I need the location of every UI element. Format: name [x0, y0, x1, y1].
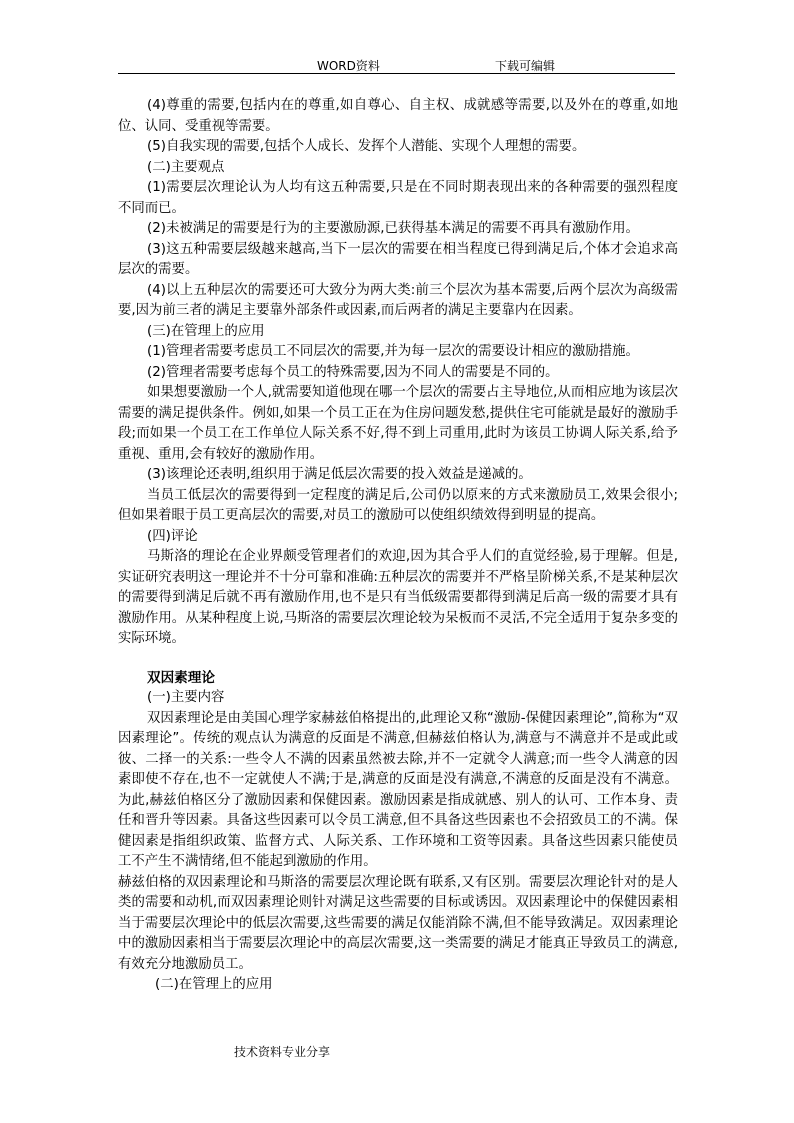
page-footer: 技术资料专业分享 — [234, 1045, 331, 1059]
document-body — [118, 96, 678, 996]
paragraph: (3)这五种需要层级越来越高,当下一层次的需要在相当程度已得到满足后,个体才会追求高层次的需要。 — [118, 241, 678, 277]
page-header — [118, 55, 675, 74]
paragraph: (4)以上五种层次的需要还可大致分为两大类:前三个层次为基本需要,后两个层次为高级需要,因为前三者的满足主要靠外部条件或因素,而后两者的满足主要靠内在因素。 — [118, 282, 678, 318]
subheading: (四)评论 — [147, 528, 198, 544]
subheading: (二)主要观点 — [147, 159, 225, 175]
paragraph: (1)需要层次理论认为人均有这五种需要,只是在不同时期表现出来的各种需要的强烈程度不同而已。 — [118, 180, 678, 216]
header-right-text: 下载可编辑 — [495, 59, 556, 73]
paragraph: 马斯洛的理论在企业界颇受管理者们的欢迎,因为其合乎人们的直觉经验,易于理解。但是,实证研究表明这一理论并不十分可靠和准确:五种层次的需要并不严格呈阶梯关系,不是某种层次的需要得到满足后就不再有激励作用,也不是只有当低级需要都得到满足后高一级的需要才具有激励作用。从某种程度上说,马斯洛的需要层次理论较为呆板而不灵活,不完全适用于复杂多变的实际环境。 — [118, 549, 678, 646]
paragraph: 赫兹伯格的双因素理论和马斯洛的需要层次理论既有联系,又有区别。需要层次理论针对的是人类的需要和动机,而双因素理论则针对满足这些需要的目标或诱因。双因素理论中的保健因素相当于需要层次理论中的低层次需要,这些需要的满足仅能消除不满,但不能导致满足。双因素理论中的激励因素相当于需要层次理论中的高层次需要,这一类需要的满足才能真正导致员工的满意,有效充分地激励员工。 — [118, 874, 678, 972]
paragraph: (5)自我实现的需要,包括个人成长、发挥个人潜能、实现个人理想的需要。 — [147, 139, 586, 154]
paragraph: (3)该理论还表明,组织用于满足低层次需要的投入效益是递减的。 — [147, 467, 532, 482]
paragraph: (1)管理者需要考虑员工不同层次的需要,并为每一层次的需要设计相应的激励措施。 — [147, 344, 639, 359]
paragraph: (4)尊重的需要,包括内在的尊重,如自尊心、自主权、成就感等需要,以及外在的尊重,如地位、认同、受重视等需要。 — [118, 98, 678, 134]
subheading: (二)在管理上的应用 — [155, 977, 273, 992]
paragraph: 双因素理论是由美国心理学家赫兹伯格提出的,此理论又称“激励-保健因素理论”,简称为“双因素理论”。传统的观点认为满意的反面是不满意,但赫兹伯格认为,满意与不满意并不是或此或彼、二择一的关系:一些令人不满的因素虽然被去除,并不一定就令人满意;而一些令人满意的因素即使不存在,也不一定就使人不满;于是,满意的反面是没有满意,不满意的反面是没有不满意。为此,赫兹伯格区分了激励因素和保健因素。激励因素是指成就感、别人的认可、工作本身、责任和晋升等因素。具备这些因素可以令员工满意,但不具备这些因素也不会招致员工的不满。保健因素是指组织政策、监督方式、人际关系、工作环境和工资等因素。具备这些因素只能使员工不产生不满情绪,但不能起到激励的作用。 — [118, 710, 678, 869]
paragraph: (2)管理者需要考虑每个员工的特殊需要,因为不同人的需要是不同的。 — [147, 364, 559, 380]
paragraph: (2)未被满足的需要是行为的主要激励源,已获得基本满足的需要不再具有激励作用。 — [147, 221, 639, 236]
subheading: (三)在管理上的应用 — [147, 323, 265, 339]
header-left-text: WORD资料 — [317, 59, 380, 73]
subheading: (一)主要内容 — [147, 690, 225, 705]
paragraph: 如果想要激励一个人,就需要知道他现在哪一个层次的需要占主导地位,从而相应地为该层次需要的满足提供条件。例如,如果一个员工正在为住房问题发愁,提供住宅可能就是最好的激励手段;而如果一个员工在工作单位人际关系不好,得不到上司重用,此时为该员工协调人际关系,给予重视、重用,会有较好的激励作用。 — [118, 385, 678, 462]
paragraph: 当员工低层次的需要得到一定程度的满足后,公司仍以原来的方式来激励员工,效果会很小;但如果着眼于员工更高层次的需要,对员工的激励可以使组织绩效得到明显的提高。 — [118, 487, 678, 523]
section-title: 双因素理论 — [147, 669, 215, 686]
